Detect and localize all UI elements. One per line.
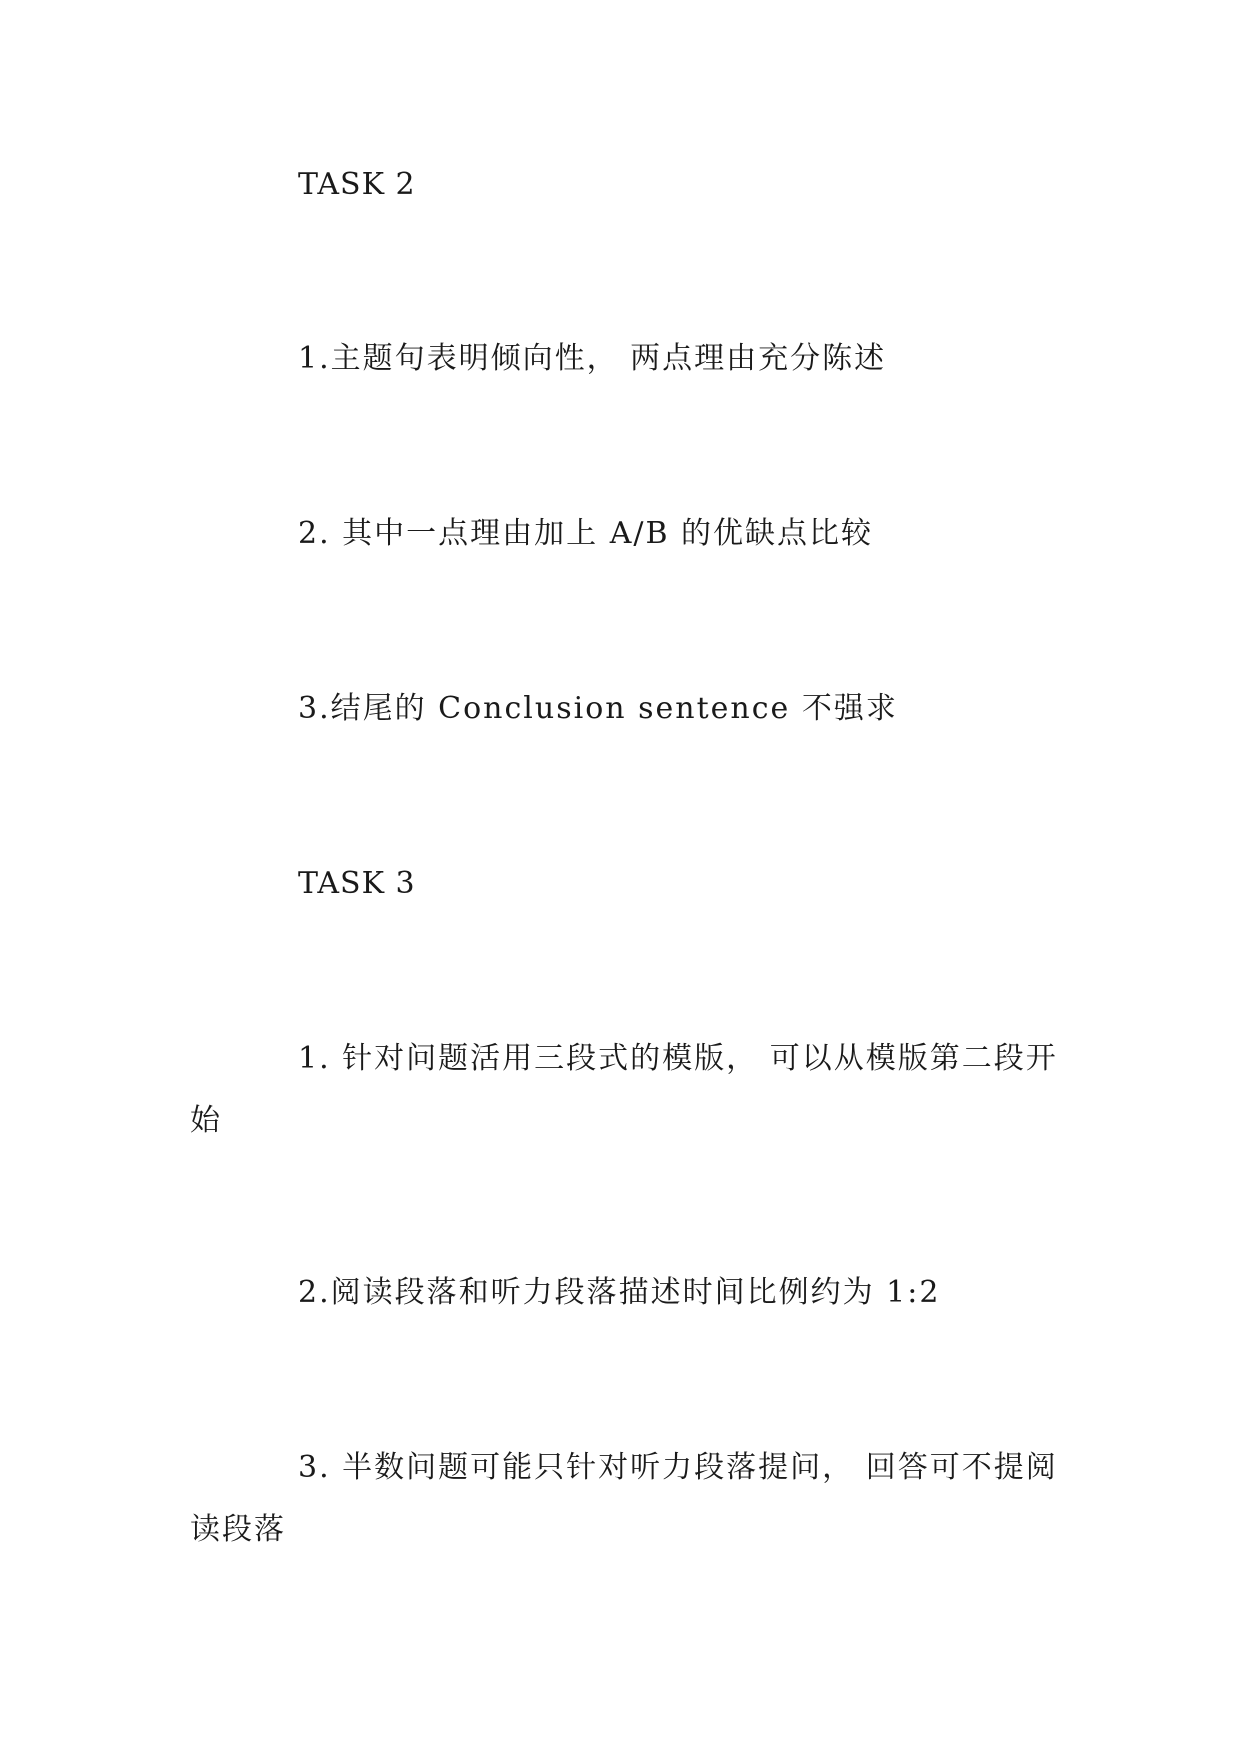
- task2-heading: TASK 2: [298, 167, 416, 202]
- task3-item-2: 2.阅读段落和听力段落描述时间比例约为 1:2: [298, 1275, 941, 1310]
- task3-item-1: 1. 针对问题活用三段式的模版， 可以从模版第二段开始: [190, 1041, 1058, 1138]
- task3-heading: TASK 3: [298, 866, 416, 901]
- task3-item-3: 3. 半数问题可能只针对听力段落提问， 回答可不提阅读段落: [190, 1450, 1058, 1547]
- task2-item-3: 3.结尾的 Conclusion sentence 不强求: [298, 691, 898, 726]
- task2-item-1: 1.主题句表明倾向性， 两点理由充分陈述: [298, 341, 887, 376]
- task2-item-2: 2. 其中一点理由加上 A/B 的优缺点比较: [298, 516, 874, 551]
